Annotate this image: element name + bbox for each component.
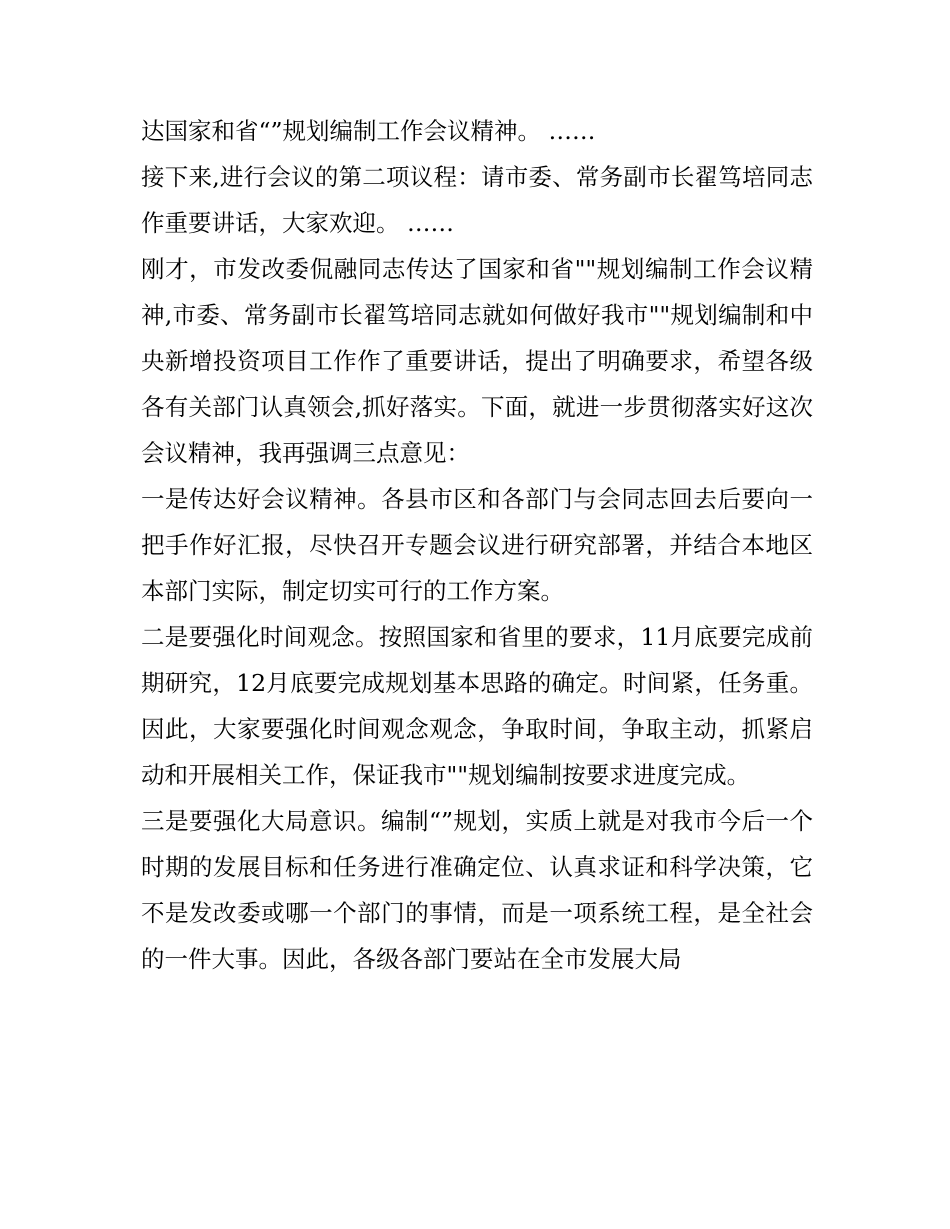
paragraph-5: 二是要强化时间观念。按照国家和省里的要求，11月底要完成前期研究，12月底要完成规划基本思路的确定。时间紧，任务重。因此，大家要强化时间观念观念，争取时间，争取主动，抓紧启动和开展相关工作，保证我市""规划编制按要求进度完成。 — [141, 623, 813, 789]
paragraph-3: 刚才，市发改委侃融同志传达了国家和省""规划编制工作会议精神,市委、常务副市长翟笃培同志就如何做好我市""规划编制和中央新增投资项目工作作了重要讲话，提出了明确要求，希望各级各有关部门认真领会,抓好落实。下面，就进一步贯彻落实好这次会议精神，我再强调三点意见： — [141, 255, 813, 467]
paragraph-1: 达国家和省“”规划编制工作会议精神。 …… — [141, 117, 596, 145]
paragraph-2: 接下来,进行会议的第二项议程：请市委、常务副市长翟笃培同志作重要讲话，大家欢迎。 …… — [141, 163, 813, 237]
document-body — [141, 108, 813, 982]
paragraph-6: 三是要强化大局意识。编制“”规划，实质上就是对我市今后一个时期的发展目标和任务进行准确定位、认真求证和科学决策，它不是发改委或哪一个部门的事情，而是一项系统工程，是全社会的一件大事。因此，各级各部门要站在全市发展大局 — [141, 807, 813, 973]
paragraph-4: 一是传达好会议精神。各县市区和各部门与会同志回去后要向一把手作好汇报，尽快召开专题会议进行研究部署，并结合本地区本部门实际，制定切实可行的工作方案。 — [141, 485, 813, 605]
